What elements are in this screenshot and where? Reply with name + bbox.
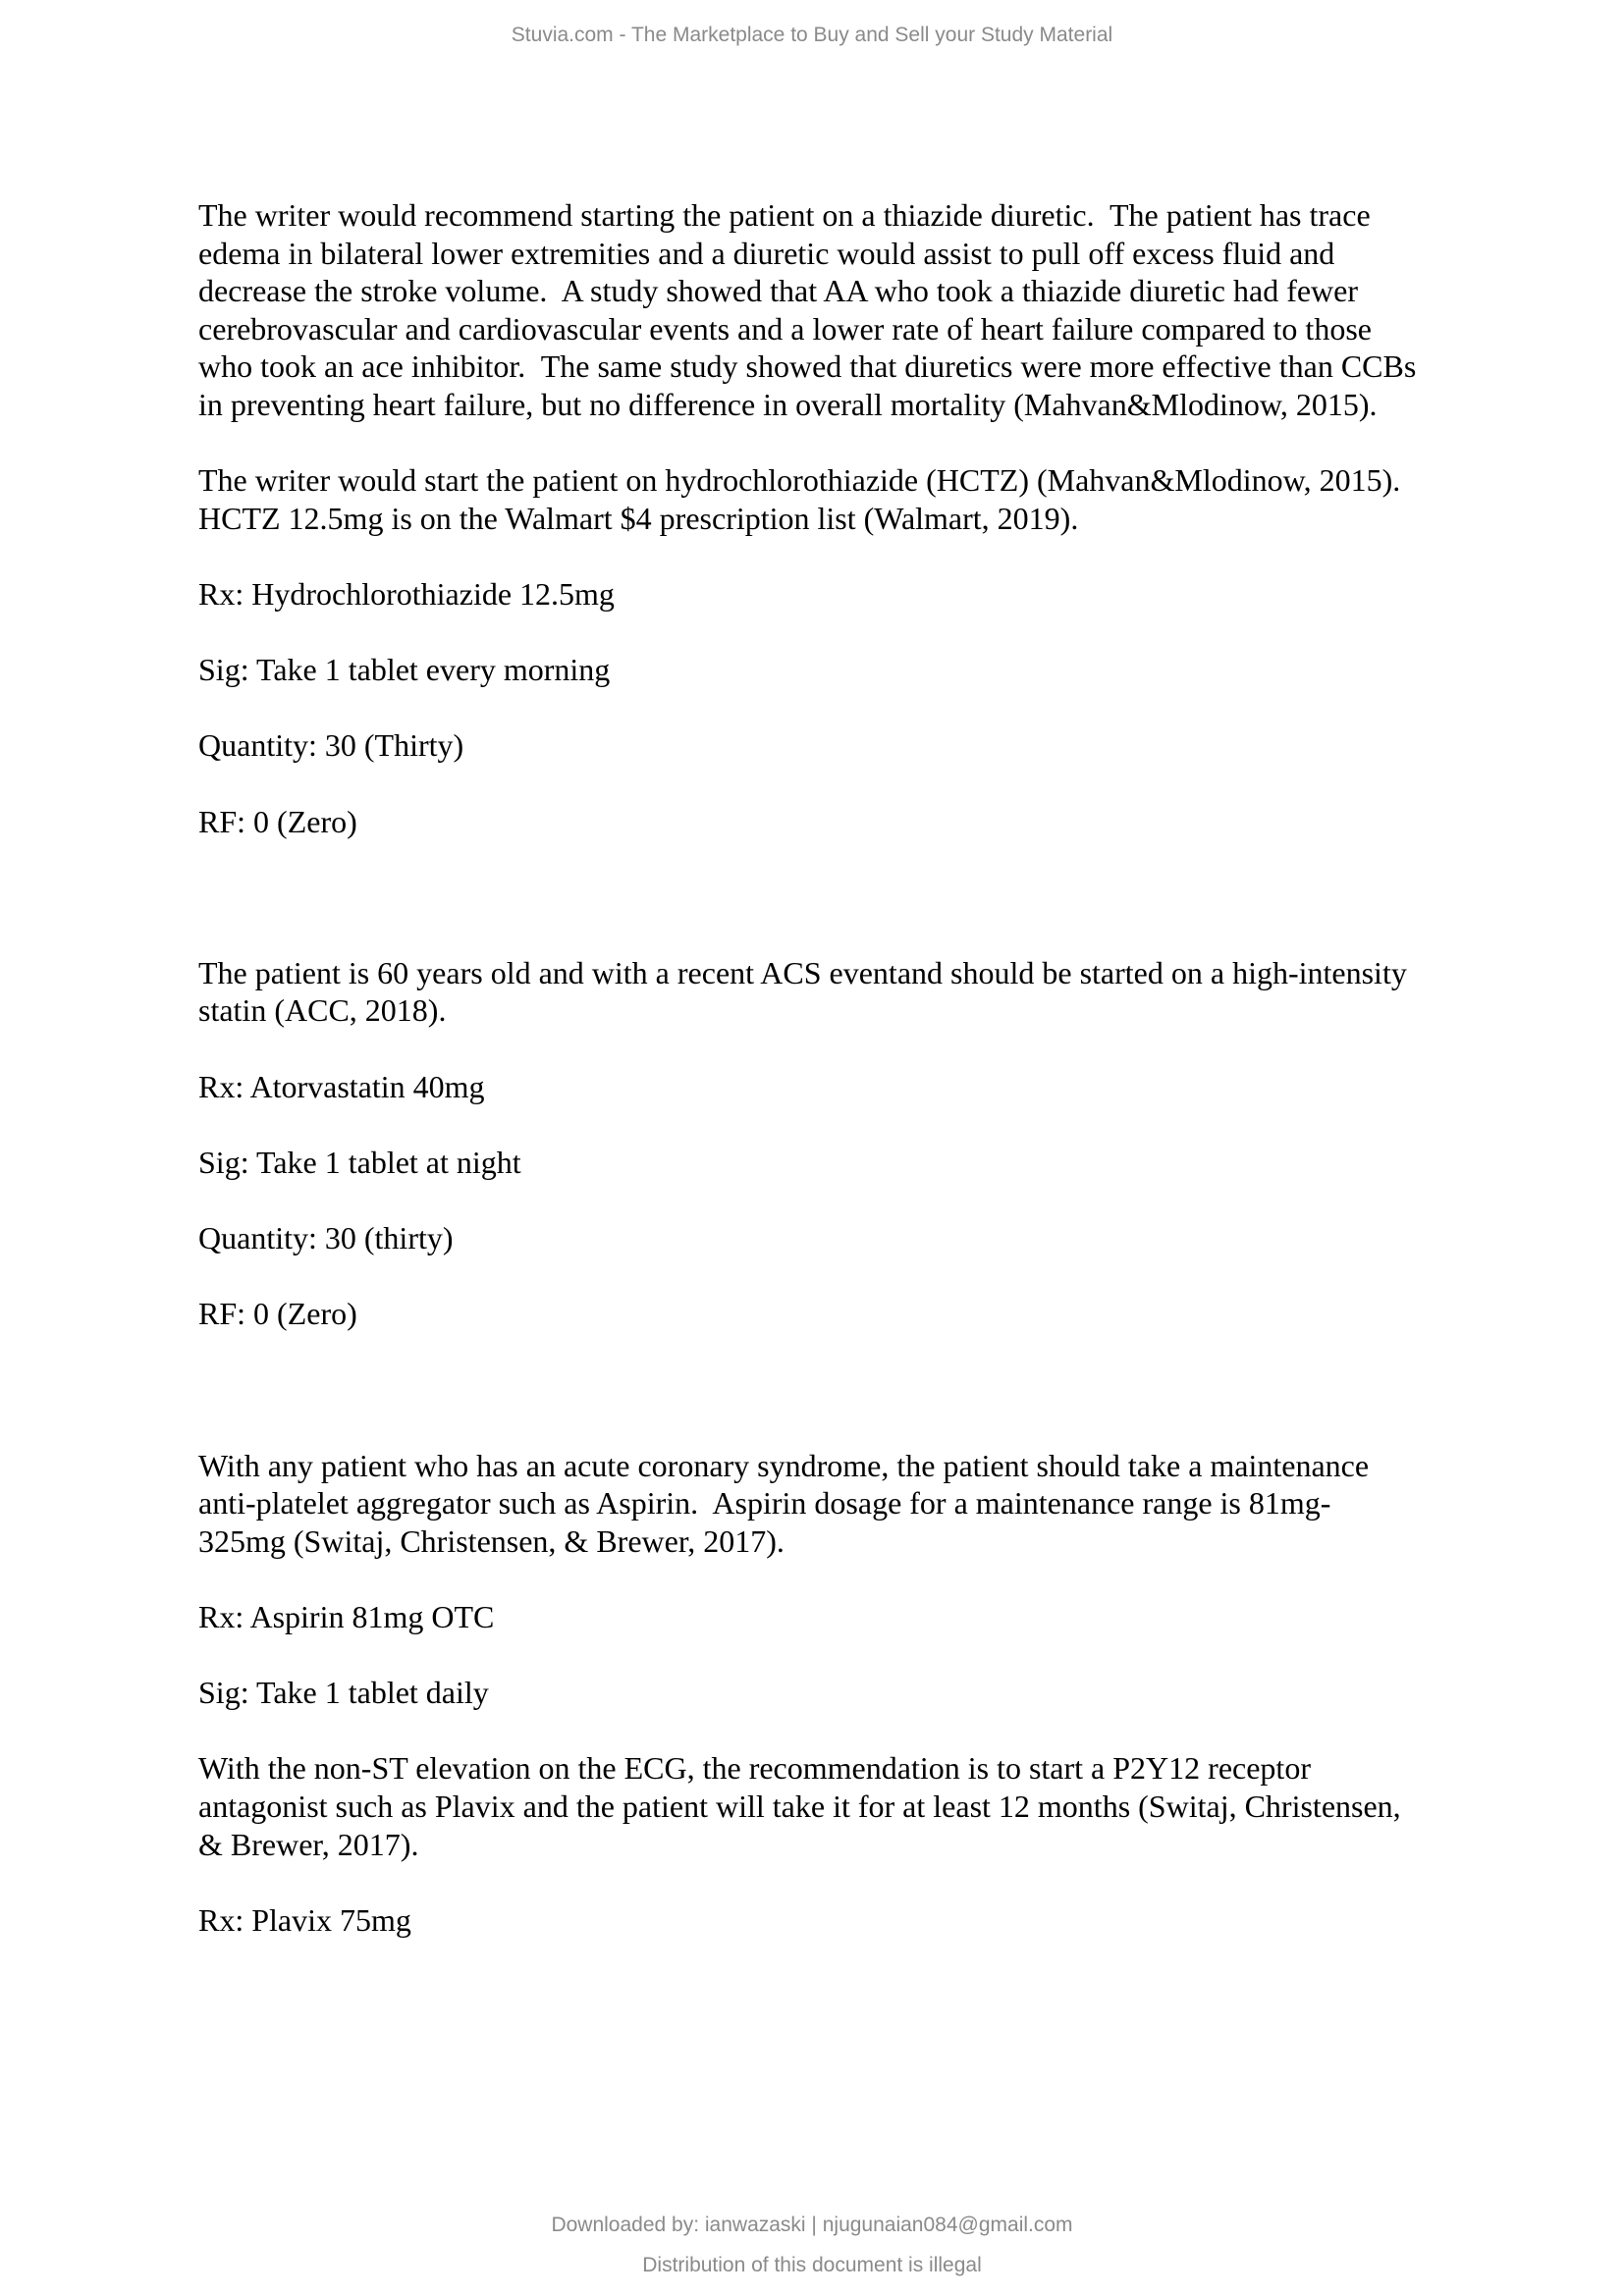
sig-aspirin: Sig: Take 1 tablet daily <box>198 1675 489 1711</box>
site-header: Stuvia.com - The Marketplace to Buy and Sell your Study Material <box>511 24 1113 46</box>
paragraph-thiazide: The writer would recommend starting the patient on a thiazide diuretic. The patient has trace edema in bilateral lower extremities and a diuretic would assist to pull off excess fluid and decrease the stroke volume. A study showed that AA who took a thiazide diuretic had fewer cerebrovascular and cardiovascular events and a lower rate of heart failure compared to those who took an ace inhibitor. The same study showed that diuretics were more effective than CCBs in preventing heart failure, but no difference in overall mortality (Mahvan&Mlodinow, 2015). <box>198 197 1417 422</box>
distribution-notice: Distribution of this document is illegal <box>642 2254 982 2276</box>
rx-atorvastatin: Rx: Atorvastatin 40mg <box>198 1068 485 1104</box>
paragraph-hctz: The writer would start the patient on hydrochlorothiazide (HCTZ) (Mahvan&Mlodinow, 2015). HCTZ 12.5mg is on the Walmart $4 prescription list (Walmart, 2019). <box>198 462 1401 536</box>
paragraph-plavix: With the non-ST elevation on the ECG, the recommendation is to start a P2Y12 receptor antagonist such as Plavix and the patient will take it for at least 12 months (Switaj, Christensen, & Brewer, 2017). <box>198 1750 1401 1862</box>
download-notice: Downloaded by: ianwazaski | njugunaian084@gmail.com <box>551 2214 1073 2236</box>
refill-hctz: RF: 0 (Zero) <box>198 803 357 839</box>
sig-atorvastatin: Sig: Take 1 tablet at night <box>198 1144 521 1180</box>
paragraph-statin: The patient is 60 years old and with a recent ACS eventand should be started on a high-intensity statin (ACC, 2018). <box>198 954 1407 1029</box>
rx-hctz: Rx: Hydrochlorothiazide 12.5mg <box>198 575 615 612</box>
quantity-atorvastatin: Quantity: 30 (thirty) <box>198 1220 454 1256</box>
quantity-hctz: Quantity: 30 (Thirty) <box>198 727 464 764</box>
paragraph-aspirin: With any patient who has an acute coronary syndrome, the patient should take a maintenance anti-platelet aggregator such as Aspirin. Aspirin dosage for a maintenance range is 81mg- 325mg (Switaj, Christensen, & Brewer, 2017). <box>198 1447 1370 1559</box>
rx-plavix: Rx: Plavix 75mg <box>198 1901 411 1938</box>
refill-atorvastatin: RF: 0 (Zero) <box>198 1296 357 1332</box>
sig-hctz: Sig: Take 1 tablet every morning <box>198 652 611 688</box>
rx-aspirin: Rx: Aspirin 81mg OTC <box>198 1599 495 1634</box>
document-body <box>198 196 1475 1939</box>
